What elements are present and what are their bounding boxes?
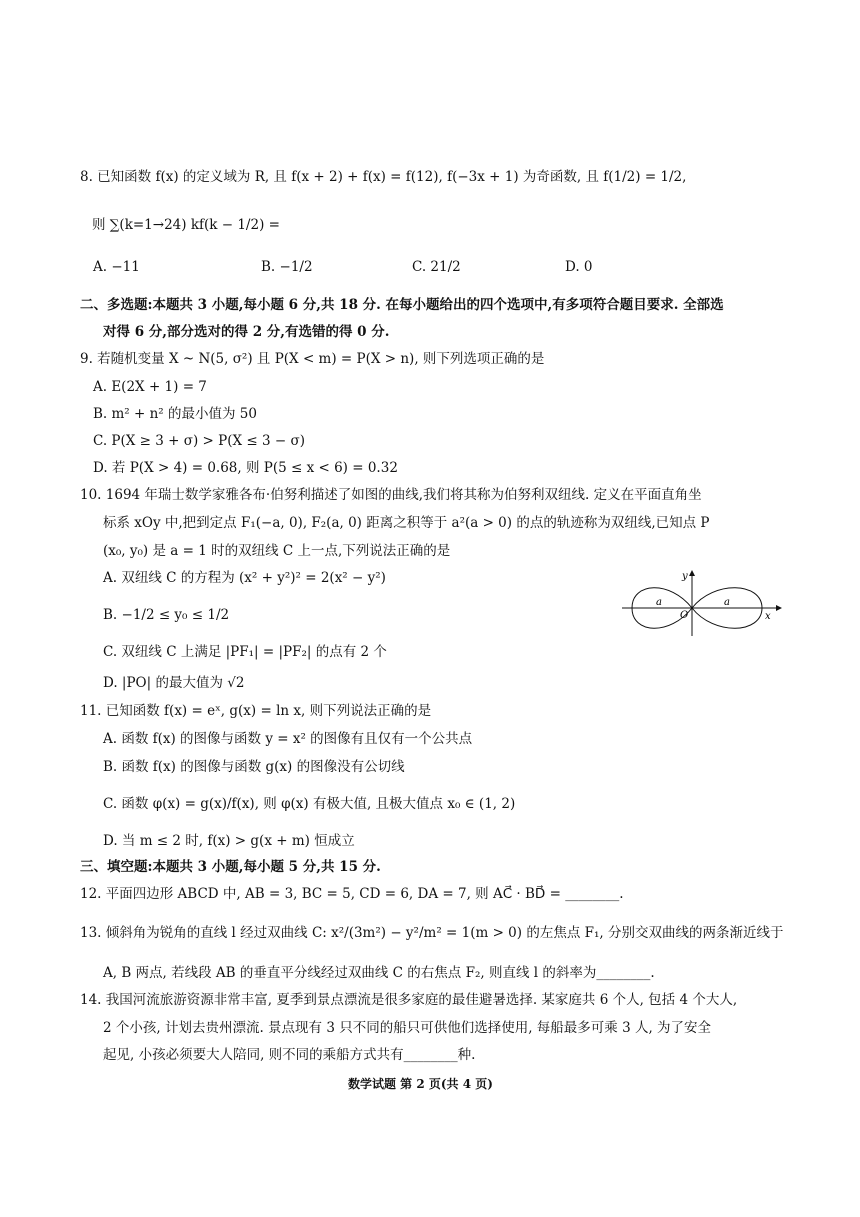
- q8-option-a: A. −11: [93, 259, 140, 275]
- x-axis-label: x: [765, 611, 771, 622]
- q10-option-d: D. |PO| 的最大值为 √2: [103, 675, 245, 691]
- q13-line-2: A, B 两点, 若线段 AB 的垂直平分线经过双曲线 C 的右焦点 F₂, 则直线 l 的斜率为________.: [103, 965, 655, 981]
- q11-stem: 11. 已知函数 f(x) = eˣ, g(x) = ln x, 则下列说法正确的是: [80, 703, 432, 719]
- q13-line-1: 13. 倾斜角为锐角的直线 l 经过双曲线 C: x²/(3m²) − y²/m² = 1(m > 0) 的左焦点 F₁, 分别交双曲线的两条渐近线于: [80, 925, 784, 941]
- q10-stem-3: (x₀, y₀) 是 a = 1 时的双纽线 C 上一点,下列说法正确的是: [103, 543, 451, 559]
- q11-option-c: C. 函数 φ(x) = g(x)/f(x), 则 φ(x) 有极大值, 且极大值点 x₀ ∈ (1, 2): [103, 796, 516, 812]
- q8-option-b: B. −1/2: [261, 259, 313, 275]
- lobe-label-right: a: [724, 597, 730, 608]
- page-footer: 数学试题 第 2 页(共 4 页): [348, 1077, 493, 1091]
- q14-line-2: 2 个小孩, 计划去贵州漂流. 景点现有 3 只不同的船只可供他们选择使用, 每船最多可乘 3 人, 为了安全: [103, 1020, 712, 1036]
- q11-option-d: D. 当 m ≤ 2 时, f(x) > g(x + m) 恒成立: [103, 833, 355, 849]
- q11-option-a: A. 函数 f(x) 的图像与函数 y = x² 的图像有且仅有一个公共点: [103, 731, 473, 747]
- q10-stem-2: 标系 xOy 中,把到定点 F₁(−a, 0), F₂(a, 0) 距离之积等于 a²(a > 0) 的点的轨迹称为双纽线,已知点 P: [103, 515, 710, 531]
- q10-option-a: A. 双纽线 C 的方程为 (x² + y²)² = 2(x² − y²): [103, 570, 386, 586]
- q9-option-d: D. 若 P(X > 4) = 0.68, 则 P(5 ≤ x < 6) = 0.32: [93, 460, 398, 476]
- section3-heading: 三、填空题:本题共 3 小题,每小题 5 分,共 15 分.: [80, 859, 381, 875]
- section2-heading: 二、多选题:本题共 3 小题,每小题 6 分,共 18 分. 在每小题给出的四个选项中,有多项符合题目要求. 全部选: [80, 297, 724, 313]
- q9-option-c: C. P(X ≥ 3 + σ) > P(X ≤ 3 − σ): [93, 433, 305, 449]
- y-axis-arrow: [689, 570, 695, 576]
- origin-label: O: [680, 610, 689, 621]
- q14-line-3: 起见, 小孩必须要大人陪同, 则不同的乘船方式共有________种.: [103, 1047, 476, 1063]
- q14-line-1: 14. 我国河流旅游资源非常丰富, 夏季到景点漂流是很多家庭的最佳避暑选择. 某家庭共 6 个人, 包括 4 个大人,: [80, 992, 738, 1008]
- q8-stem: 8. 已知函数 f(x) 的定义域为 R, 且 f(x + 2) + f(x) = f(12), f(−3x + 1) 为奇函数, 且 f(1/2) = 1/2,: [80, 169, 687, 185]
- q10-option-b: B. −1/2 ≤ y₀ ≤ 1/2: [103, 607, 230, 623]
- q8-ask: 则 ∑(k=1→24) kf(k − 1/2) =: [92, 217, 280, 233]
- q10-option-c: C. 双纽线 C 上满足 |PF₁| = |PF₂| 的点有 2 个: [103, 644, 387, 660]
- q8-option-d: D. 0: [565, 259, 593, 275]
- lobe-label-left: a: [656, 597, 662, 608]
- q9-stem: 9. 若随机变量 X ~ N(5, σ²) 且 P(X < m) = P(X > n), 则下列选项正确的是: [80, 351, 545, 367]
- q8-option-c: C. 21/2: [412, 259, 461, 275]
- section2-heading-cont: 对得 6 分,部分选对的得 2 分,有选错的得 0 分.: [103, 324, 390, 340]
- q9-option-b: B. m² + n² 的最小值为 50: [93, 406, 257, 422]
- q10-stem-1: 10. 1694 年瑞士数学家雅各布·伯努利描述了如图的曲线,我们将其称为伯努利双纽线. 定义在平面直角坐: [80, 487, 702, 503]
- lemniscate-figure: [618, 566, 784, 638]
- q11-option-b: B. 函数 f(x) 的图像与函数 g(x) 的图像没有公切线: [103, 759, 405, 775]
- y-axis-label: y: [682, 571, 688, 582]
- x-axis-arrow: [776, 605, 782, 611]
- q12-text: 12. 平面四边形 ABCD 中, AB = 3, BC = 5, CD = 6, DA = 7, 则 AC⃗ · BD⃗ = ________.: [80, 886, 624, 902]
- q9-option-a: A. E(2X + 1) = 7: [93, 379, 207, 395]
